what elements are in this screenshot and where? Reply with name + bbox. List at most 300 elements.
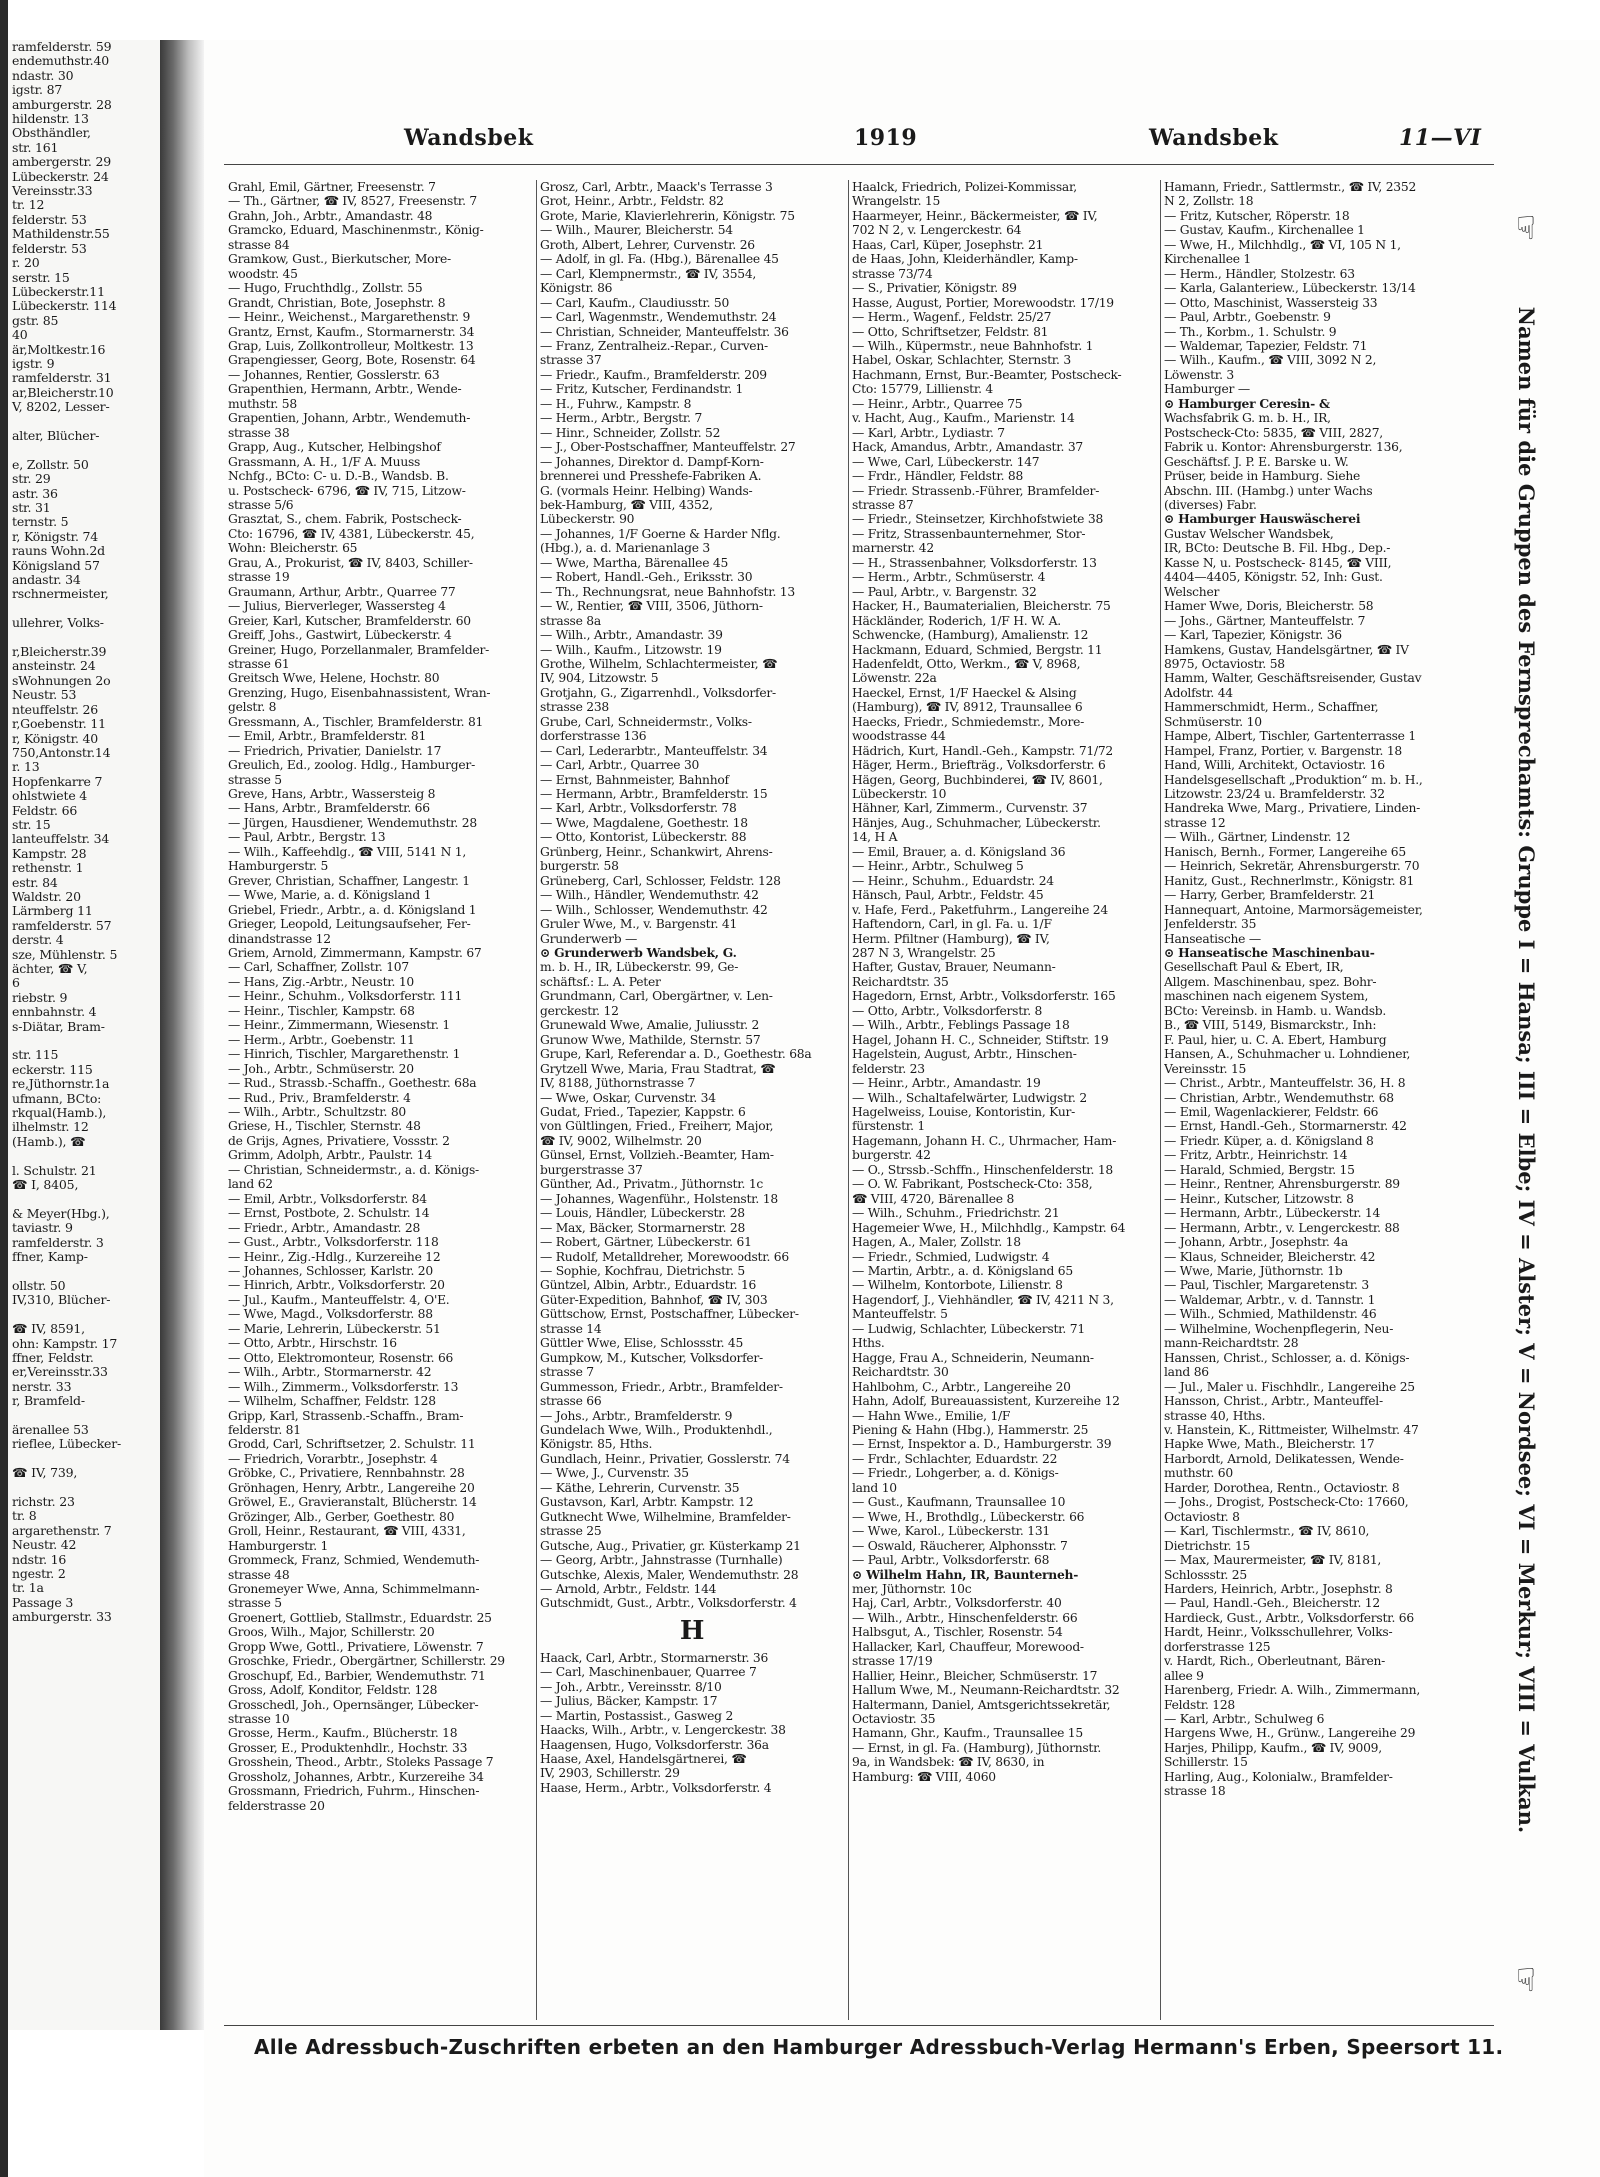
directory-entry-line: Gundlach, Heinr., Privatier, Gosslerstr. 74 [540,1451,790,1466]
directory-entry-line: — Sophie, Kochfrau, Dietrichstr. 5 [540,1263,745,1278]
directory-entry-line: — Wilh., Gärtner, Lindenstr. 12 [1164,830,1351,845]
directory-entry-line: — H., Strassenbahner, Volksdorferstr. 13 [852,555,1097,570]
previous-page-line: Feldstr. 66 [12,802,78,818]
directory-entry-line: Königstr. 86 [540,281,613,296]
directory-entry-line: Grap, Luis, Zollkontrolleur, Moltkestr. 13 [228,338,474,353]
directory-entry-line: — Karl, Tapezier, Königstr. 36 [1164,628,1342,643]
directory-entry-line: Hadenfeldt, Otto, Werkm., ☎ V, 8968, [852,656,1081,671]
directory-entry-line: Günsel, Ernst, Vollzieh.-Beamter, Ham- [540,1148,774,1163]
directory-entry-line: — Hans, Arbtr., Bramfelderstr. 66 [228,801,430,816]
directory-entry-line: Grote, Marie, Klavierlehrerin, Königstr. 75 [540,208,795,223]
directory-entry-line: Grossholz, Johannes, Arbtr., Kurzereihe 34 [228,1769,484,1784]
directory-entry-line: — Emil, Arbtr., Bramfelderstr. 81 [228,729,427,744]
directory-entry-line: — Hinrich, Arbtr., Volksdorferstr. 20 [228,1278,445,1293]
directory-entry-line: ⊙ Hamburger Hauswäscherei [1164,511,1361,527]
directory-entry-line: — Wilh., Arbtr., Stormarnerstr. 42 [228,1365,432,1380]
directory-entry-line: burgerstr. 58 [540,859,619,874]
directory-entry-line: — Herm., Arbtr., Goebenstr. 11 [228,1032,415,1047]
previous-page-line: gstr. 85 [12,312,59,328]
directory-entry-line: Hamann, Friedr., Sattlermstr., ☎ IV, 2352 [1164,180,1417,194]
directory-entry-line: strasse 5/6 [228,497,294,512]
directory-entry-line: — Herm., Arbtr., Bergstr. 7 [540,411,703,426]
directory-entry-line: Grotjahn, G., Zigarrenhdl., Volksdorfer- [540,685,776,700]
previous-page-line: r, Bramfeld- [12,1393,85,1409]
directory-entry-line: — Paul, Handl.-Geh., Bleicherstr. 12 [1164,1596,1380,1611]
directory-entry-line: allee 9 [1164,1668,1204,1683]
directory-entry-line: Octaviostr. 8 [1164,1509,1240,1524]
previous-page-line: ullehrer, Volks- [12,615,104,631]
directory-entry-line: — Wwe, J., Curvenstr. 35 [540,1466,689,1481]
directory-entry-line: muthstr. 58 [228,396,297,411]
directory-entry-line: — Wwe, H., Milchhdlg., ☎ VI, 105 N 1, [1164,237,1401,252]
directory-entry-line: — Wwe, Marie, a. d. Königsland 1 [228,888,432,903]
directory-entry-line: strasse 12 [1164,815,1226,830]
previous-page-line: ramfelderstr. 31 [12,370,112,386]
directory-entry-line: — Johannes, 1/F Goerne & Harder Nflg. [540,526,781,541]
previous-page-line: ngestr. 2 [12,1566,66,1582]
directory-entry-line: Grözinger, Alb., Gerber, Goethestr. 80 [228,1509,455,1524]
directory-entry-line: Haagensen, Hugo, Volksdorferstr. 36a [540,1737,769,1752]
directory-entry-line: Grahn, Joh., Arbtr., Amandastr. 48 [228,208,433,223]
directory-entry-line: — Louis, Händler, Lübeckerstr. 28 [540,1206,745,1221]
directory-entry-line: strasse 5 [228,772,282,787]
directory-entry-line: Grytzell Wwe, Maria, Frau Stadtrat, ☎ [540,1061,776,1076]
directory-entry-line: — Otto, Arbtr., Hirschstr. 16 [228,1336,397,1351]
directory-entry-line: — Robert, Gärtner, Lübeckerstr. 61 [540,1235,752,1250]
previous-page-line: ☎ IV, 739, [12,1465,78,1481]
directory-entry-line: Gustavson, Karl, Arbtr. Kampstr. 12 [540,1495,754,1510]
directory-entry-line: Güntzel, Albin, Arbtr., Eduardstr. 16 [540,1278,757,1293]
directory-entry-line: Hardieck, Gust., Arbtr., Volksdorferstr. 66 [1164,1610,1414,1625]
previous-page-line: astr. 36 [12,485,58,501]
directory-entry-line: ⊙ Grunderwerb Wandsbek, G. [540,945,737,961]
directory-entry-line: — Fritz, Kutscher, Röperstr. 18 [1164,208,1350,223]
directory-entry-line: — Wilhelm, Schaffner, Feldstr. 128 [228,1394,436,1409]
previous-page-line: lanteuffelstr. 34 [12,831,110,847]
directory-entry-line: — Gust., Arbtr., Volksdorferstr. 118 [228,1235,439,1250]
directory-entry-line: Hanitz, Gust., Rechnerlmstr., Königstr. 81 [1164,873,1415,888]
directory-entry-line: Schillerstr. 15 [1164,1755,1248,1770]
directory-entry-line: — Carl, Maschinenbauer, Quarree 7 [540,1665,757,1680]
directory-entry-line: Hagen, A., Maler, Zollstr. 18 [852,1235,1021,1250]
directory-entry-line: felderstr. 81 [228,1422,301,1437]
previous-page-line [8,1034,160,1048]
previous-page-line: ramfelderstr. 57 [12,917,112,933]
directory-entry-line: — Otto, Kontorist, Lübeckerstr. 88 [540,830,747,845]
directory-entry-line: Hallacker, Karl, Chauffeur, Morewood- [852,1639,1084,1654]
previous-page-line: ternstr. 5 [12,514,69,530]
directory-entry-line: Haack, Carl, Arbtr., Stormarnerstr. 36 [540,1650,769,1665]
directory-entry-line: Hagendorf, J., Viehhändler, ☎ IV, 4211 N 3, [852,1292,1114,1307]
directory-entry-line: — W., Rentier, ☎ VIII, 3506, Jüthorn- [540,599,763,614]
previous-page-line: rethenstr. 1 [12,860,84,876]
directory-entry-line: de Grijs, Agnes, Privatiere, Vossstr. 2 [228,1133,450,1148]
previous-page-line [8,1149,160,1163]
previous-page-line: derstr. 4 [12,932,64,948]
directory-entry-line: Handelsgesellschaft „Produktion“ m. b. H., [1164,772,1423,787]
directory-entry-line: — Rudolf, Metalldreher, Morewoodstr. 66 [540,1249,789,1264]
directory-entry-line: — Paul, Arbtr., v. Bargenstr. 32 [852,584,1037,599]
directory-entry-line: — Christ., Arbtr., Manteuffelstr. 36, H. 8 [1164,1076,1406,1091]
previous-page-line: r,Goebenstr. 11 [12,716,106,732]
directory-entry-line: — Heinr., Kutscher, Litzowstr. 8 [1164,1191,1354,1206]
directory-entry-line: strasse 8a [540,613,601,628]
directory-entry-line: Harjes, Philipp, Kaufm., ☎ IV, 9009, [1164,1740,1382,1755]
directory-entry-line: ⊙ Hanseatische Maschinenbau- [1164,945,1375,961]
directory-entry-line: burgerstrasse 37 [540,1162,643,1177]
directory-entry-line: — Wilh., Händler, Wendemuthstr. 42 [540,888,759,903]
previous-page-fragment [8,40,160,2030]
directory-entry-line: Hagemann, Johann H. C., Uhrmacher, Ham- [852,1133,1117,1148]
directory-entry-line: Gröbke, C., Privatiere, Rennbahnstr. 28 [228,1466,465,1481]
directory-entry-line: — Wilh., Schlosser, Wendemuthstr. 42 [540,902,768,917]
previous-page-line: nerstr. 33 [12,1378,72,1394]
directory-entry-line: Gudat, Fried., Tapezier, Kappstr. 6 [540,1105,746,1119]
directory-entry-line: Hägen, Georg, Buchbinderei, ☎ IV, 8601, [852,772,1103,787]
previous-page-line: r, Königstr. 74 [12,528,99,544]
previous-page-line: Lübeckerstr. 114 [12,298,117,314]
directory-entry-line: schäftsf.: L. A. Peter [540,974,661,989]
directory-entry-line: Grieger, Leopold, Leitungsaufseher, Fer- [228,917,471,932]
column-divider [848,180,849,2020]
directory-entry-line: N 2, Zollstr. 18 [1164,194,1254,209]
directory-entry-line: — Heinr., Zig.-Hdlg., Kurzereihe 12 [228,1249,441,1264]
directory-entry-line: Geschäftsf. J. P. E. Barske u. W. [1164,454,1349,469]
previous-page-line: Lübeckerstr.11 [12,283,105,299]
directory-entry-line: — Wwe, Marie, Jüthornstr. 1b [1164,1263,1343,1278]
previous-page-line: ffner, Feldstr. [12,1349,94,1365]
directory-entry-line: Hanseatische — [1164,931,1261,946]
previous-page-line: e, Zollstr. 50 [12,456,89,472]
directory-entry-line: — Th., Gärtner, ☎ IV, 8527, Freesenstr. 7 [228,194,477,209]
previous-page-line: r. 20 [12,255,40,271]
directory-entry-line: u. Postscheck- 6796, ☎ IV, 715, Litzow- [228,483,466,498]
directory-entry-line: ⊙ Hamburger Ceresin- & [1164,395,1330,411]
previous-page-line: richstr. 23 [12,1494,75,1510]
directory-entry-line: strasse 10 [228,1712,290,1727]
directory-entry-line: — Herm., Wagenf., Feldstr. 25/27 [852,310,1052,325]
directory-entry-line: — Paul, Arbtr., Goebenstr. 9 [1164,310,1331,325]
directory-entry-line: dorferstrasse 136 [540,729,647,744]
directory-entry-line: — Friedr. Küper, a. d. Königsland 8 [1164,1133,1374,1148]
directory-entry-line: — Ernst, Handl.-Geh., Stormarnerstr. 42 [1164,1119,1407,1134]
directory-entry-line: — Heinr., Arbtr., Amandastr. 19 [852,1076,1041,1091]
directory-entry-line: — Franz, Zentralheiz.-Repar., Curven- [540,338,768,353]
previous-page-line: ufmann, BCto: [12,1090,102,1106]
directory-entry-line: — Heinr., Tischler, Kampstr. 68 [228,1003,415,1018]
previous-page-line: 40 [12,327,28,343]
directory-entry-line: — Wwe, Magdalene, Goethestr. 18 [540,815,748,830]
directory-entry-line: — Frdr., Schlachter, Eduardstr. 22 [852,1451,1058,1466]
column-1 [228,180,532,2020]
directory-entry-line: felderstrasse 20 [228,1798,325,1813]
directory-entry-line: — Wilh., Schuhm., Friedrichstr. 21 [852,1206,1060,1221]
directory-entry-line: v. Hafe, Ferd., Paketfuhrm., Langereihe 24 [852,902,1108,917]
directory-entry-line: IR, BCto: Deutsche B. Fil. Hbg., Dep.- [1164,541,1391,556]
header-rule [224,164,1494,165]
directory-entry-line: — Friedrich, Vorarbtr., Josephstr. 4 [228,1451,438,1466]
directory-entry-line: — Hermann, Arbtr., v. Lengerckestr. 88 [1164,1220,1400,1235]
directory-entry-line: strasse 40, Hths. [1164,1408,1266,1423]
directory-entry-line: Hallum Wwe, M., Neumann-Reichardtstr. 32 [852,1683,1120,1698]
directory-entry-line: — Martin, Arbtr., a. d. Königsland 65 [852,1263,1073,1278]
directory-entry-line: Hamkens, Gustav, Handelsgärtner, ☎ IV [1164,642,1409,657]
directory-entry-line: Litzowstr. 23/24 u. Bramfelderstr. 32 [1164,787,1385,802]
directory-entry-line: — H., Fuhrw., Kampstr. 8 [540,396,692,411]
directory-entry-line: IV, 2903, Schillerstr. 29 [540,1766,680,1781]
directory-entry-line: Hanssen, Christ., Schlosser, a. d. Königs- [1164,1350,1410,1365]
directory-entry-line: Feldstr. 128 [1164,1697,1236,1712]
previous-page-line [8,1452,160,1466]
directory-entry-line: dorferstrasse 125 [1164,1639,1271,1654]
directory-entry-line: Grassmann, A. H., 1/F A. Muuss [228,454,421,469]
directory-entry-line: F. Paul, hier, u. C. A. Ebert, Hamburg [1164,1032,1387,1047]
directory-entry-line: — Herm., Händler, Stolzestr. 63 [1164,266,1355,281]
directory-entry-line: — Wwe, Carl, Lübeckerstr. 147 [852,454,1040,469]
previous-page-line: Lübeckerstr. 24 [12,168,109,184]
directory-entry-line: 8975, Octaviostr. 58 [1164,656,1285,671]
previous-page-line: rschnermeister, [12,586,109,602]
directory-entry-line: strasse 5 [228,1596,282,1611]
previous-page-line: endemuthstr.40 [12,53,109,69]
directory-entry-line: — Herm., Arbtr., Schmüserstr. 4 [852,570,1046,585]
directory-entry-line: Greiner, Hugo, Porzellanmaler, Bramfelder- [228,642,490,657]
directory-entry-line: — Johannes, Wagenführ., Holstenstr. 18 [540,1191,778,1206]
previous-page-line: Neustr. 53 [12,687,77,703]
directory-entry-line: Löwenstr. 3 [1164,367,1234,382]
directory-entry-line: — Christian, Schneider, Manteuffelstr. 36 [540,324,789,339]
directory-entry-line: ⊙ Wilhelm Hahn, IR, Baunterneh- [852,1566,1079,1582]
directory-entry-line: — Wwe, Oskar, Curvenstr. 34 [540,1090,716,1105]
directory-entry-line: Gramkow, Gust., Bierkutscher, More- [228,252,451,267]
directory-entry-line: Haltermann, Daniel, Amtsgerichtssekretär, [852,1697,1111,1712]
directory-entry-line: — Wwe, Magd., Volksdorferstr. 88 [228,1307,433,1322]
previous-page-line [8,1409,160,1423]
directory-entry-line: gelstr. 8 [228,700,277,715]
previous-page-line: Vereinsstr.33 [12,183,93,199]
directory-entry-line: Griem, Arnold, Zimmermann, Kampstr. 67 [228,946,482,961]
directory-entry-line: — Joh., Arbtr., Schmüserstr. 20 [228,1061,414,1076]
directory-entry-line: Groschke, Friedr., Obergärtner, Schillerstr. 29 [228,1654,505,1669]
directory-entry-line: brennerei und Presshefe-Fabriken A. [540,469,762,484]
directory-entry-line: — Julius, Bierverleger, Wassersteg 4 [228,599,446,614]
running-header [224,125,1504,155]
directory-entry-line: strasse 38 [228,425,290,440]
directory-entry-line: Hähner, Karl, Zimmerm., Curvenstr. 37 [852,801,1088,816]
directory-entry-line: Kirchenallee 1 [1164,252,1251,267]
previous-page-line: str. 161 [12,139,59,155]
directory-entry-line: — Johannes, Schlosser, Karlstr. 20 [228,1263,433,1278]
directory-entry-line: Häckländer, Roderich, 1/F H. W. A. [852,613,1061,628]
directory-entry-line: — Wilh., Kaufm., ☎ VIII, 3092 N 2, [1164,353,1377,368]
directory-entry-line: strasse 87 [852,497,914,512]
directory-entry-line: Hardt, Heinr., Volksschullehrer, Volks- [1164,1625,1393,1640]
directory-entry-line: Wachsfabrik G. m. b. H., IR, [1164,411,1331,426]
directory-entry-line: Gruler Wwe, M., v. Bargenstr. 41 [540,917,738,932]
directory-entry-line: land 10 [852,1480,897,1495]
directory-entry-line: Reichardtstr. 35 [852,974,949,989]
directory-entry-line: 702 N 2, v. Lengerckestr. 64 [852,223,1022,238]
directory-entry-line: strasse 25 [540,1524,602,1539]
directory-entry-line: Grosser, E., Produktenhdlr., Hochstr. 33 [228,1740,468,1755]
directory-entry-line: — Gust., Kaufmann, Traunsallee 10 [852,1495,1066,1510]
directory-entry-line: Grönhagen, Henry, Arbtr., Langereihe 20 [228,1480,475,1495]
directory-entry-line: bek-Hamburg, ☎ VIII, 4352, [540,497,713,512]
directory-entry-line: Schmüserstr. 10 [1164,714,1262,729]
directory-entry-line: Grossmann, Friedrich, Fuhrm., Hinschen- [228,1784,480,1799]
directory-entry-line: Prüser, beide in Hamburg. Siehe [1164,469,1361,484]
directory-entry-line: Allgem. Maschinenbau, spez. Bohr- [1164,974,1377,989]
directory-entry-line: Grube, Carl, Schneidermstr., Volks- [540,714,752,729]
directory-entry-line: (Hamburg), ☎ IV, 8912, Traunsallee 6 [852,700,1083,715]
directory-entry-line: — Joh., Arbtr., Vereinsstr. 8/10 [540,1679,722,1694]
directory-entry-line: — Jul., Kaufm., Manteuffelstr. 4, O'E. [228,1292,450,1307]
directory-entry-line: Harenberg, Friedr. A. Wilh., Zimmermann, [1164,1683,1421,1698]
previous-page-line: 750,Antonstr.14 [12,744,111,760]
directory-entry-line: Grapentien, Johann, Arbtr., Wendemuth- [228,411,471,426]
directory-entry-line: Hansen, A., Schuhmacher u. Lohndiener, [1164,1047,1411,1062]
directory-entry-line: Grapp, Aug., Kutscher, Helbingshof [228,440,441,455]
directory-entry-line: Grapenthien, Hermann, Arbtr., Wende- [228,382,462,397]
previous-page-line: riebstr. 9 [12,989,68,1005]
directory-entry-line: strasse 238 [540,700,609,715]
previous-page-line: ffner, Kamp- [12,1249,88,1265]
previous-page-line: re,Jüthornstr.1a [12,1076,110,1092]
directory-entry-line: — Emil, Arbtr., Volksdorferstr. 84 [228,1191,427,1206]
directory-entry-line: Postscheck-Cto: 5835, ☎ VIII, 2827, [1164,425,1383,440]
directory-entry-line: Haase, Herm., Arbtr., Volksdorferstr. 4 [540,1780,772,1795]
directory-entry-line: Hagel, Johann H. C., Schneider, Stiftstr. 19 [852,1032,1109,1047]
directory-entry-line: von Gültlingen, Fried., Freiherr, Major, [540,1119,774,1134]
previous-page-line [8,1308,160,1322]
previous-page-line: r, Königstr. 40 [12,730,99,746]
directory-entry-line: Haj, Carl, Arbtr., Volksdorferstr. 40 [852,1596,1062,1611]
directory-entry-line: Grothe, Wilhelm, Schlachtermeister, ☎ [540,656,778,671]
column-3 [852,180,1156,2020]
directory-entry-line: — Wilhelm, Kontorbote, Lilienstr. 8 [852,1278,1063,1293]
directory-entry-line: v. Hacht, Aug., Kaufm., Marienstr. 14 [852,411,1075,426]
directory-entry-line: — Carl, Kaufm., Claudiusstr. 50 [540,295,730,310]
directory-entry-line: — Paul, Arbtr., Bergstr. 13 [228,830,386,845]
directory-entry-line: — Carl, Arbtr., Quarree 30 [540,758,700,773]
directory-entry-line: Haftendorn, Carl, in gl. Fa. u. 1/F [852,917,1052,932]
previous-page-line: Mathildenstr.55 [12,226,110,242]
previous-page-line: (Hamb.), ☎ [12,1133,86,1149]
directory-entry-line: Hack, Amandus, Arbtr., Amandastr. 37 [852,440,1083,455]
telephone-groups-legend: Namen für die Gruppen des Fernsprechamts: Gruppe I = Hansa; III = Elbe; IV = Alster; V = Nordsee; VI = Merkur; VIII = Vulkan. [1514,306,1539,1834]
directory-entry-line: — O. W. Fabrikant, Postscheck-Cto: 358, [852,1177,1093,1192]
directory-entry-line: Lübeckerstr. 90 [540,512,635,527]
directory-entry-line: Groenert, Gottlieb, Stallmstr., Eduardstr. 25 [228,1610,492,1625]
directory-entry-line: — Carl, Lederarbtr., Manteuffelstr. 34 [540,743,768,758]
directory-entry-line: — Frdr., Händler, Feldstr. 88 [852,469,1024,484]
directory-entry-line: Hamann, Ghr., Kaufm., Traunsallee 15 [852,1726,1083,1741]
directory-entry-line: Gutsche, Aug., Privatier, gr. Küsterkamp 21 [540,1538,801,1553]
previous-page-line: Passage 3 [12,1594,74,1610]
directory-entry-line: — Friedr., Steinsetzer, Kirchhofstwiete 38 [852,512,1104,527]
directory-entry-line: Hahlbohm, C., Arbtr., Langereihe 20 [852,1379,1071,1394]
previous-page-line: ndstr. 16 [12,1551,67,1567]
directory-entry-line: Löwenstr. 22a [852,671,937,686]
previous-page-line: rieflee, Lübecker- [12,1436,122,1452]
directory-entry-line: — Wilh., Zimmerm., Volksdorferstr. 13 [228,1379,459,1394]
directory-entry-line: — Heinr., Schuhm., Eduardstr. 24 [852,873,1054,888]
directory-entry-line: — Friedr., Lohgerber, a. d. Königs- [852,1466,1059,1481]
previous-page-line: igstr. 87 [12,82,63,98]
previous-page-line: r. 13 [12,759,40,775]
directory-entry-line: strasse 66 [540,1394,602,1409]
previous-page-line: amburgerstr. 33 [12,1609,112,1625]
directory-entry-line: Grosz, Carl, Arbtr., Maack's Terrasse 3 [540,180,773,194]
previous-page-line: alter, Blücher- [12,427,100,443]
directory-entry-line: — Karl, Arbtr., Schulweg 6 [1164,1712,1325,1727]
previous-page-line: ☎ IV, 8591, [12,1321,85,1337]
directory-entry-line: Hagemeier Wwe, H., Milchhdlg., Kampstr. 64 [852,1220,1126,1235]
previous-page-line: amburgerstr. 28 [12,96,112,112]
directory-entry-line: — Johannes, Direktor d. Dampf-Korn- [540,454,764,469]
column-2 [540,180,844,2020]
directory-entry-line: — Marie, Lehrerin, Lübeckerstr. 51 [228,1321,441,1336]
directory-entry-line: Manteuffelstr. 5 [852,1307,948,1322]
column-4 [1164,180,1494,2020]
directory-entry-line: Harbordt, Arnold, Delikatessen, Wende- [1164,1451,1404,1466]
directory-entry-line: Greve, Hans, Arbtr., Wassersteig 8 [228,787,436,802]
directory-entry-line: — Paul, Tischler, Margaretenstr. 3 [1164,1278,1369,1293]
directory-entry-line: — Hugo, Fruchthdlg., Zollstr. 55 [228,281,423,296]
directory-entry-line: Hampel, Franz, Portier, v. Bargenstr. 18 [1164,743,1402,758]
directory-entry-line: Reichardtstr. 30 [852,1365,949,1380]
scan-border [0,0,8,2177]
directory-entry-line: Grot, Heinr., Arbtr., Feldstr. 82 [540,194,724,209]
directory-entry-line: Grünberg, Heinr., Schankwirt, Ahrens- [540,844,773,859]
directory-entry-line: — Wwe, H., Brothdlg., Lübeckerstr. 66 [852,1509,1085,1524]
previous-page-line: argarethenstr. 7 [12,1522,112,1538]
directory-entry-line: Hagge, Frau A., Schneiderin, Neumann- [852,1350,1094,1365]
directory-entry-line: — Ludwig, Schlachter, Lübeckerstr. 71 [852,1321,1085,1336]
directory-entry-line: Grodd, Carl, Schriftsetzer, 2. Schulstr. 11 [228,1437,476,1452]
directory-entry-line: Grever, Christian, Schaffner, Langestr. 1 [228,873,470,888]
directory-entry-line: Cto: 15779, Lillienstr. 4 [852,382,994,397]
previous-page-line: Obsthändler, [12,125,91,141]
footer-notice: Alle Adressbuch-Zuschriften erbeten an den Hamburger Adressbuch-Verlag Hermann's Erben, Speersort 11. [254,2035,1504,2059]
directory-entry-line: — Wilh., Küpermstr., neue Bahnhofstr. 1 [852,338,1094,353]
directory-entry-line: — Friedr., Schmied, Ludwigstr. 4 [852,1249,1050,1264]
directory-entry-line: — Fritz, Kutscher, Ferdinandstr. 1 [540,382,744,397]
directory-entry-line: Grupe, Karl, Referendar a. D., Goethestr. 68a [540,1047,812,1062]
directory-entry-line: mer, Jüthornstr. 10c [852,1581,972,1596]
directory-entry-line: Grau, A., Prokurist, ☎ IV, 8403, Schiller- [228,555,473,570]
directory-entry-line: Griebel, Friedr., Arbtr., a. d. Königsland 1 [228,902,477,917]
directory-entry-line: strasse 73/74 [852,266,933,281]
directory-entry-line: Dietrichstr. 15 [1164,1538,1251,1553]
previous-page-line: sWohnungen 2o [12,672,111,688]
directory-entry-line: — Robert, Handl.-Geh., Eriksstr. 30 [540,570,753,585]
directory-entry-line: Haalck, Friedrich, Polizei-Kommissar, [852,180,1077,194]
directory-entry-line: Hacker, H., Baumaterialien, Bleicherstr. 75 [852,599,1111,614]
directory-entry-line: Piening & Hahn (Hbg.), Hammerstr. 25 [852,1422,1089,1437]
directory-entry-line: Hapke Wwe, Math., Bleicherstr. 17 [1164,1437,1375,1452]
previous-page-line: ohlstwiete 4 [12,788,88,804]
directory-entry-line: Gutschmidt, Gust., Arbtr., Volksdorferstr. 4 [540,1596,797,1611]
directory-entry-line: Harling, Aug., Kolonialw., Bramfelder- [1164,1769,1393,1784]
directory-entry-line: Hafter, Gustav, Brauer, Neumann- [852,960,1056,975]
directory-entry-line: Grosshein, Theod., Arbtr., Stoleks Passage 7 [228,1755,494,1770]
directory-entry-line: felderstr. 23 [852,1061,925,1076]
previous-page-line: tr. 8 [12,1508,37,1524]
previous-page-line: taviastr. 9 [12,1220,73,1236]
footer-rule [224,2025,1494,2026]
directory-entry-line: Gross, Adolf, Konditor, Feldstr. 128 [228,1683,438,1698]
